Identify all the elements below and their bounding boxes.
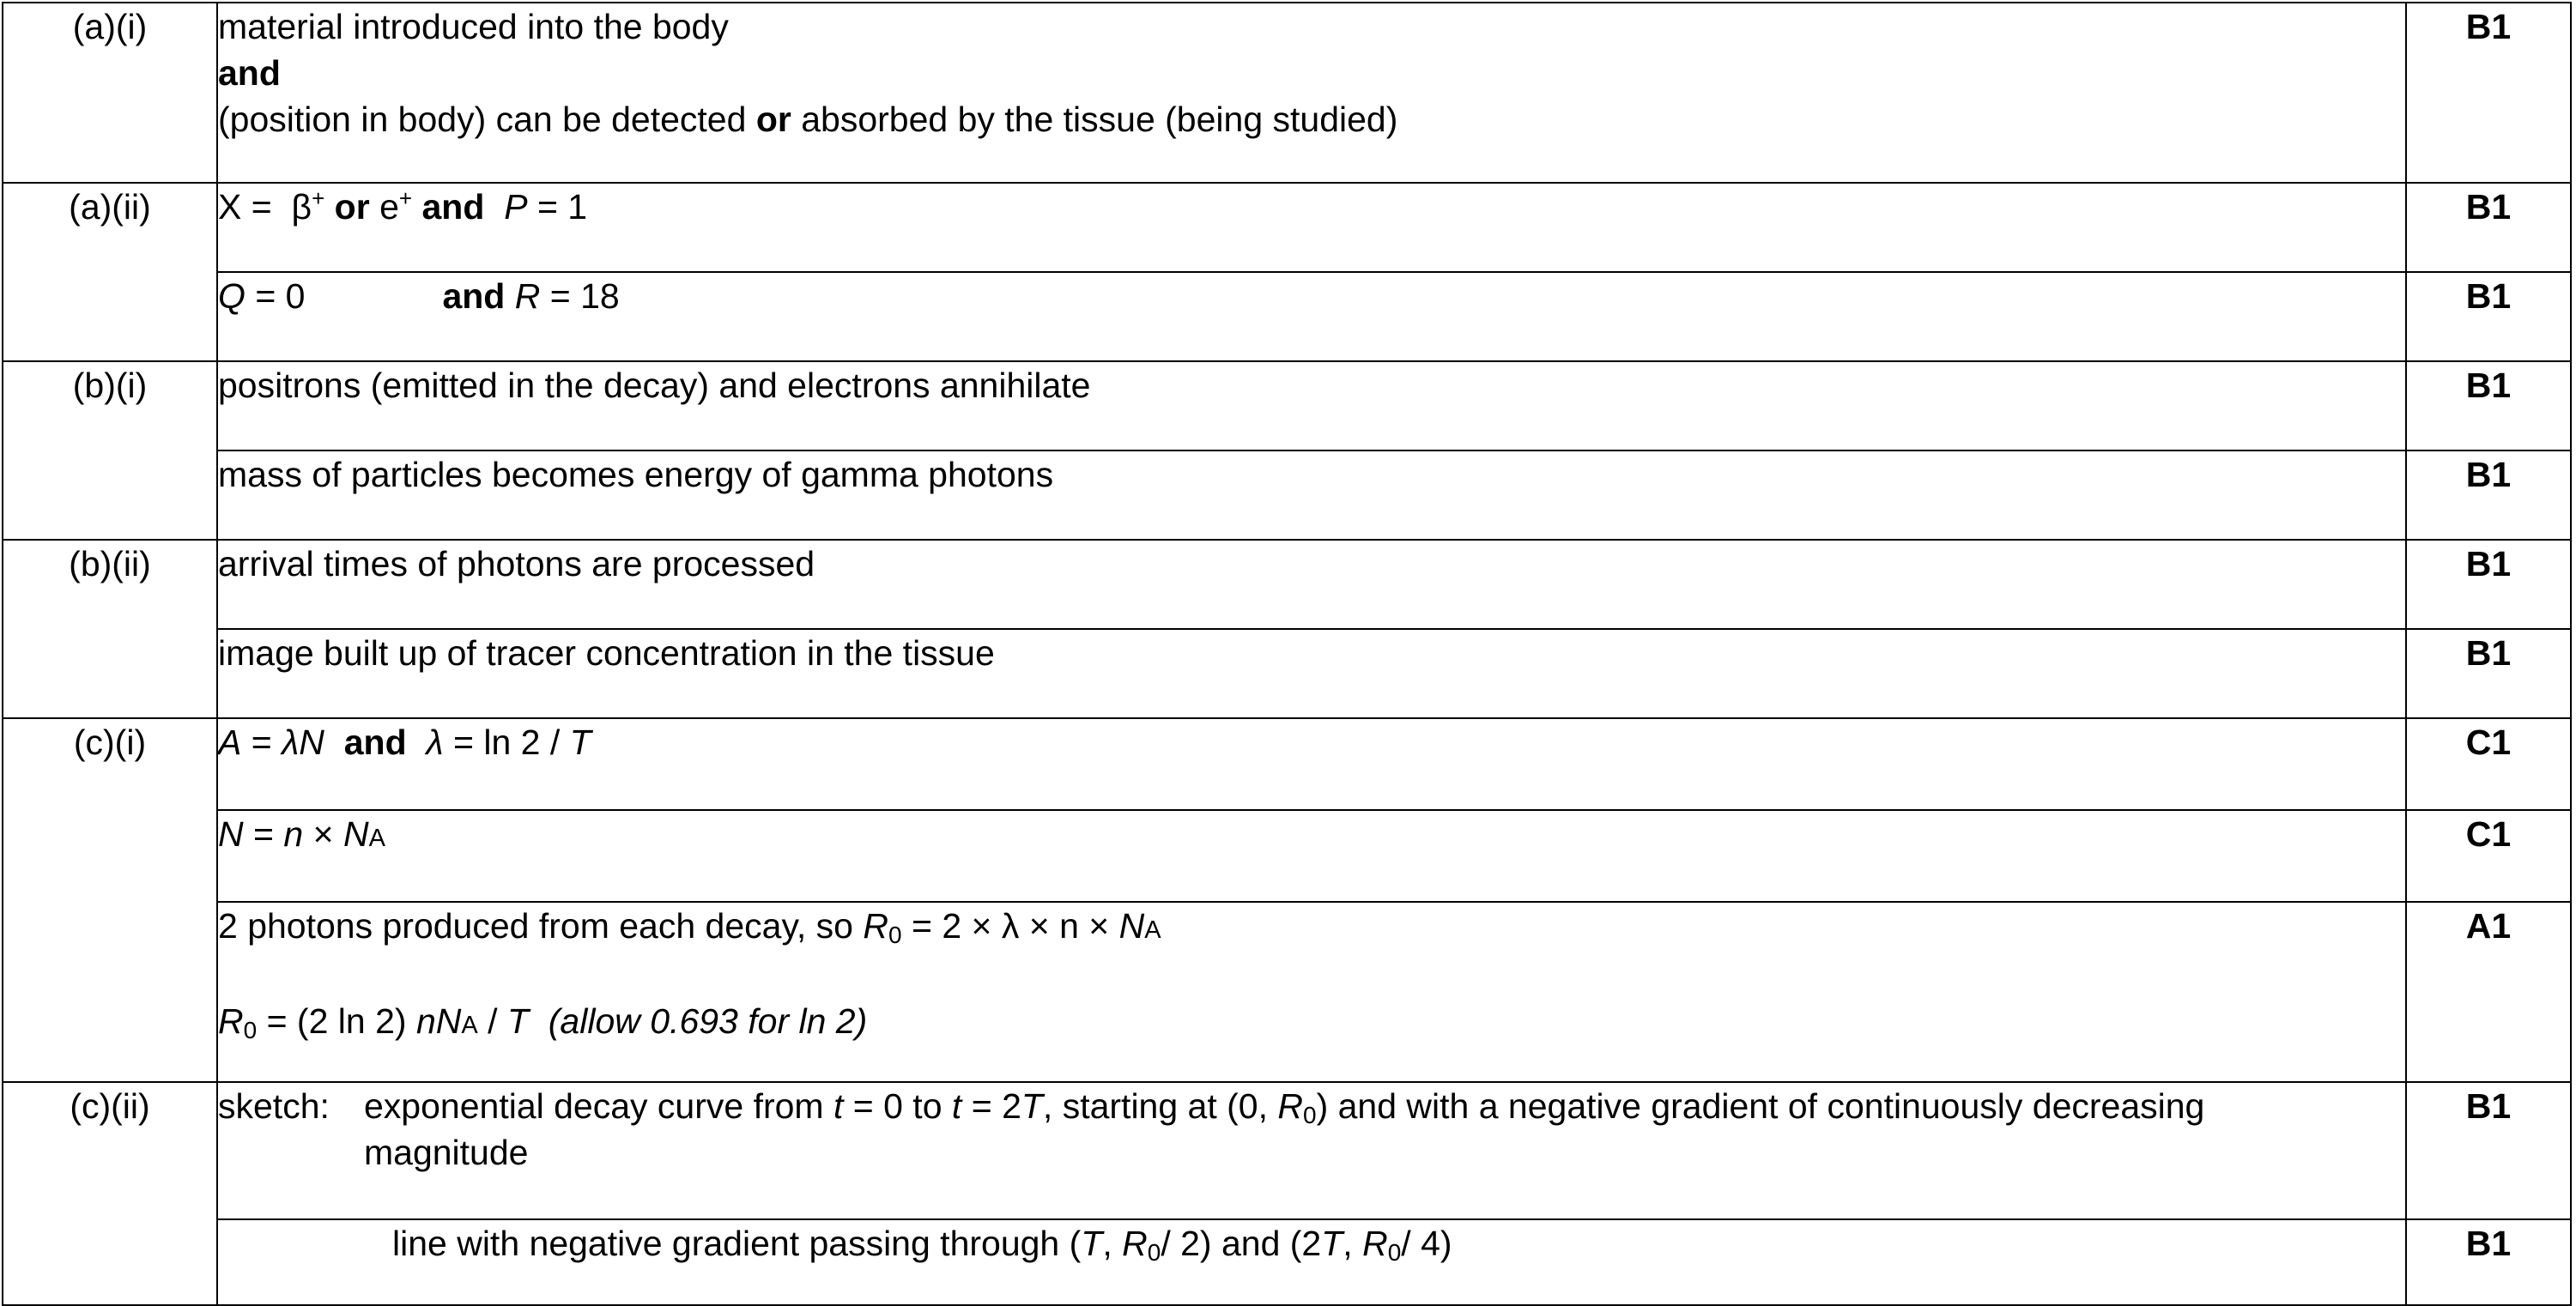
question-number: (a)(i) (3, 3, 217, 183)
answer-cell: Q = 0 and R = 18 (217, 272, 2406, 361)
answer-cell: X = β+ or e+ and P = 1 (217, 183, 2406, 272)
table-row (3, 361, 2571, 450)
answer-cell: line with negative gradient passing through (T, $R_0/$ 2) and (2T, $R_0/$ 4) (217, 1219, 2406, 1305)
table-row (3, 718, 2571, 810)
mark-code: C1 (2406, 718, 2571, 810)
table-row (3, 540, 2571, 629)
answer-cell: A = λN and λ = ln 2 / T (217, 718, 2406, 810)
answer-line: $R_0 = (2$ ln 2) nNA / T (allow 0.693 for ln 2) (218, 1001, 868, 1043)
answer-cell: positrons (emitted in the decay) and electrons annihilate (217, 361, 2406, 450)
table-row (3, 810, 2571, 902)
table-row (3, 183, 2571, 272)
table-row (3, 3, 2571, 183)
answer-text: exponential decay curve from t = 0 to t = 2T, starting at (0, $R_0$) and with a negative gradient of continuously decreasing magnitude (364, 1086, 2205, 1172)
mark-code: B1 (2406, 629, 2571, 718)
answer-text: (position in body) can be detected or absorbed by the tissue (being studied) (218, 100, 1398, 139)
mark-code: B1 (2406, 361, 2571, 450)
mark-code: B1 (2406, 183, 2571, 272)
table-row (3, 1219, 2571, 1305)
mark-scheme-table (2, 2, 2572, 1306)
answer-cell: image built up of tracer concentration in the tissue (217, 629, 2406, 718)
table-row (3, 272, 2571, 361)
answer-cell (217, 3, 2406, 183)
mark-code: B1 (2406, 3, 2571, 183)
mark-code: B1 (2406, 540, 2571, 629)
mark-code: C1 (2406, 810, 2571, 902)
answer-cell: mass of particles becomes energy of gamma photons (217, 450, 2406, 540)
answer-cell (217, 902, 2406, 1082)
question-number: (c)(ii) (3, 1082, 217, 1305)
table-row (3, 450, 2571, 540)
question-number: (a)(ii) (3, 183, 217, 361)
answer-text: material introduced into the body (218, 7, 729, 46)
sketch-label: sketch: (218, 1086, 330, 1126)
answer-cell (217, 1082, 2406, 1219)
table-row (3, 902, 2571, 1082)
answer-cell: arrival times of photons are processed (217, 540, 2406, 629)
mark-code: A1 (2406, 902, 2571, 1082)
mark-code: B1 (2406, 272, 2571, 361)
table-row (3, 629, 2571, 718)
question-number: (b)(i) (3, 361, 217, 540)
mark-code: B1 (2406, 1219, 2571, 1305)
mark-code: B1 (2406, 1082, 2571, 1219)
mark-code: B1 (2406, 450, 2571, 540)
answer-line: 2 photons produced from each decay, so $R_0 = 2 \times \lambda \times n$ × NA (218, 906, 1161, 948)
question-number: (c)(i) (3, 718, 217, 1082)
question-number: (b)(ii) (3, 540, 217, 718)
table-row (3, 1082, 2571, 1219)
answer-connector: and (218, 53, 281, 93)
answer-cell: N = n × NA (217, 810, 2406, 902)
